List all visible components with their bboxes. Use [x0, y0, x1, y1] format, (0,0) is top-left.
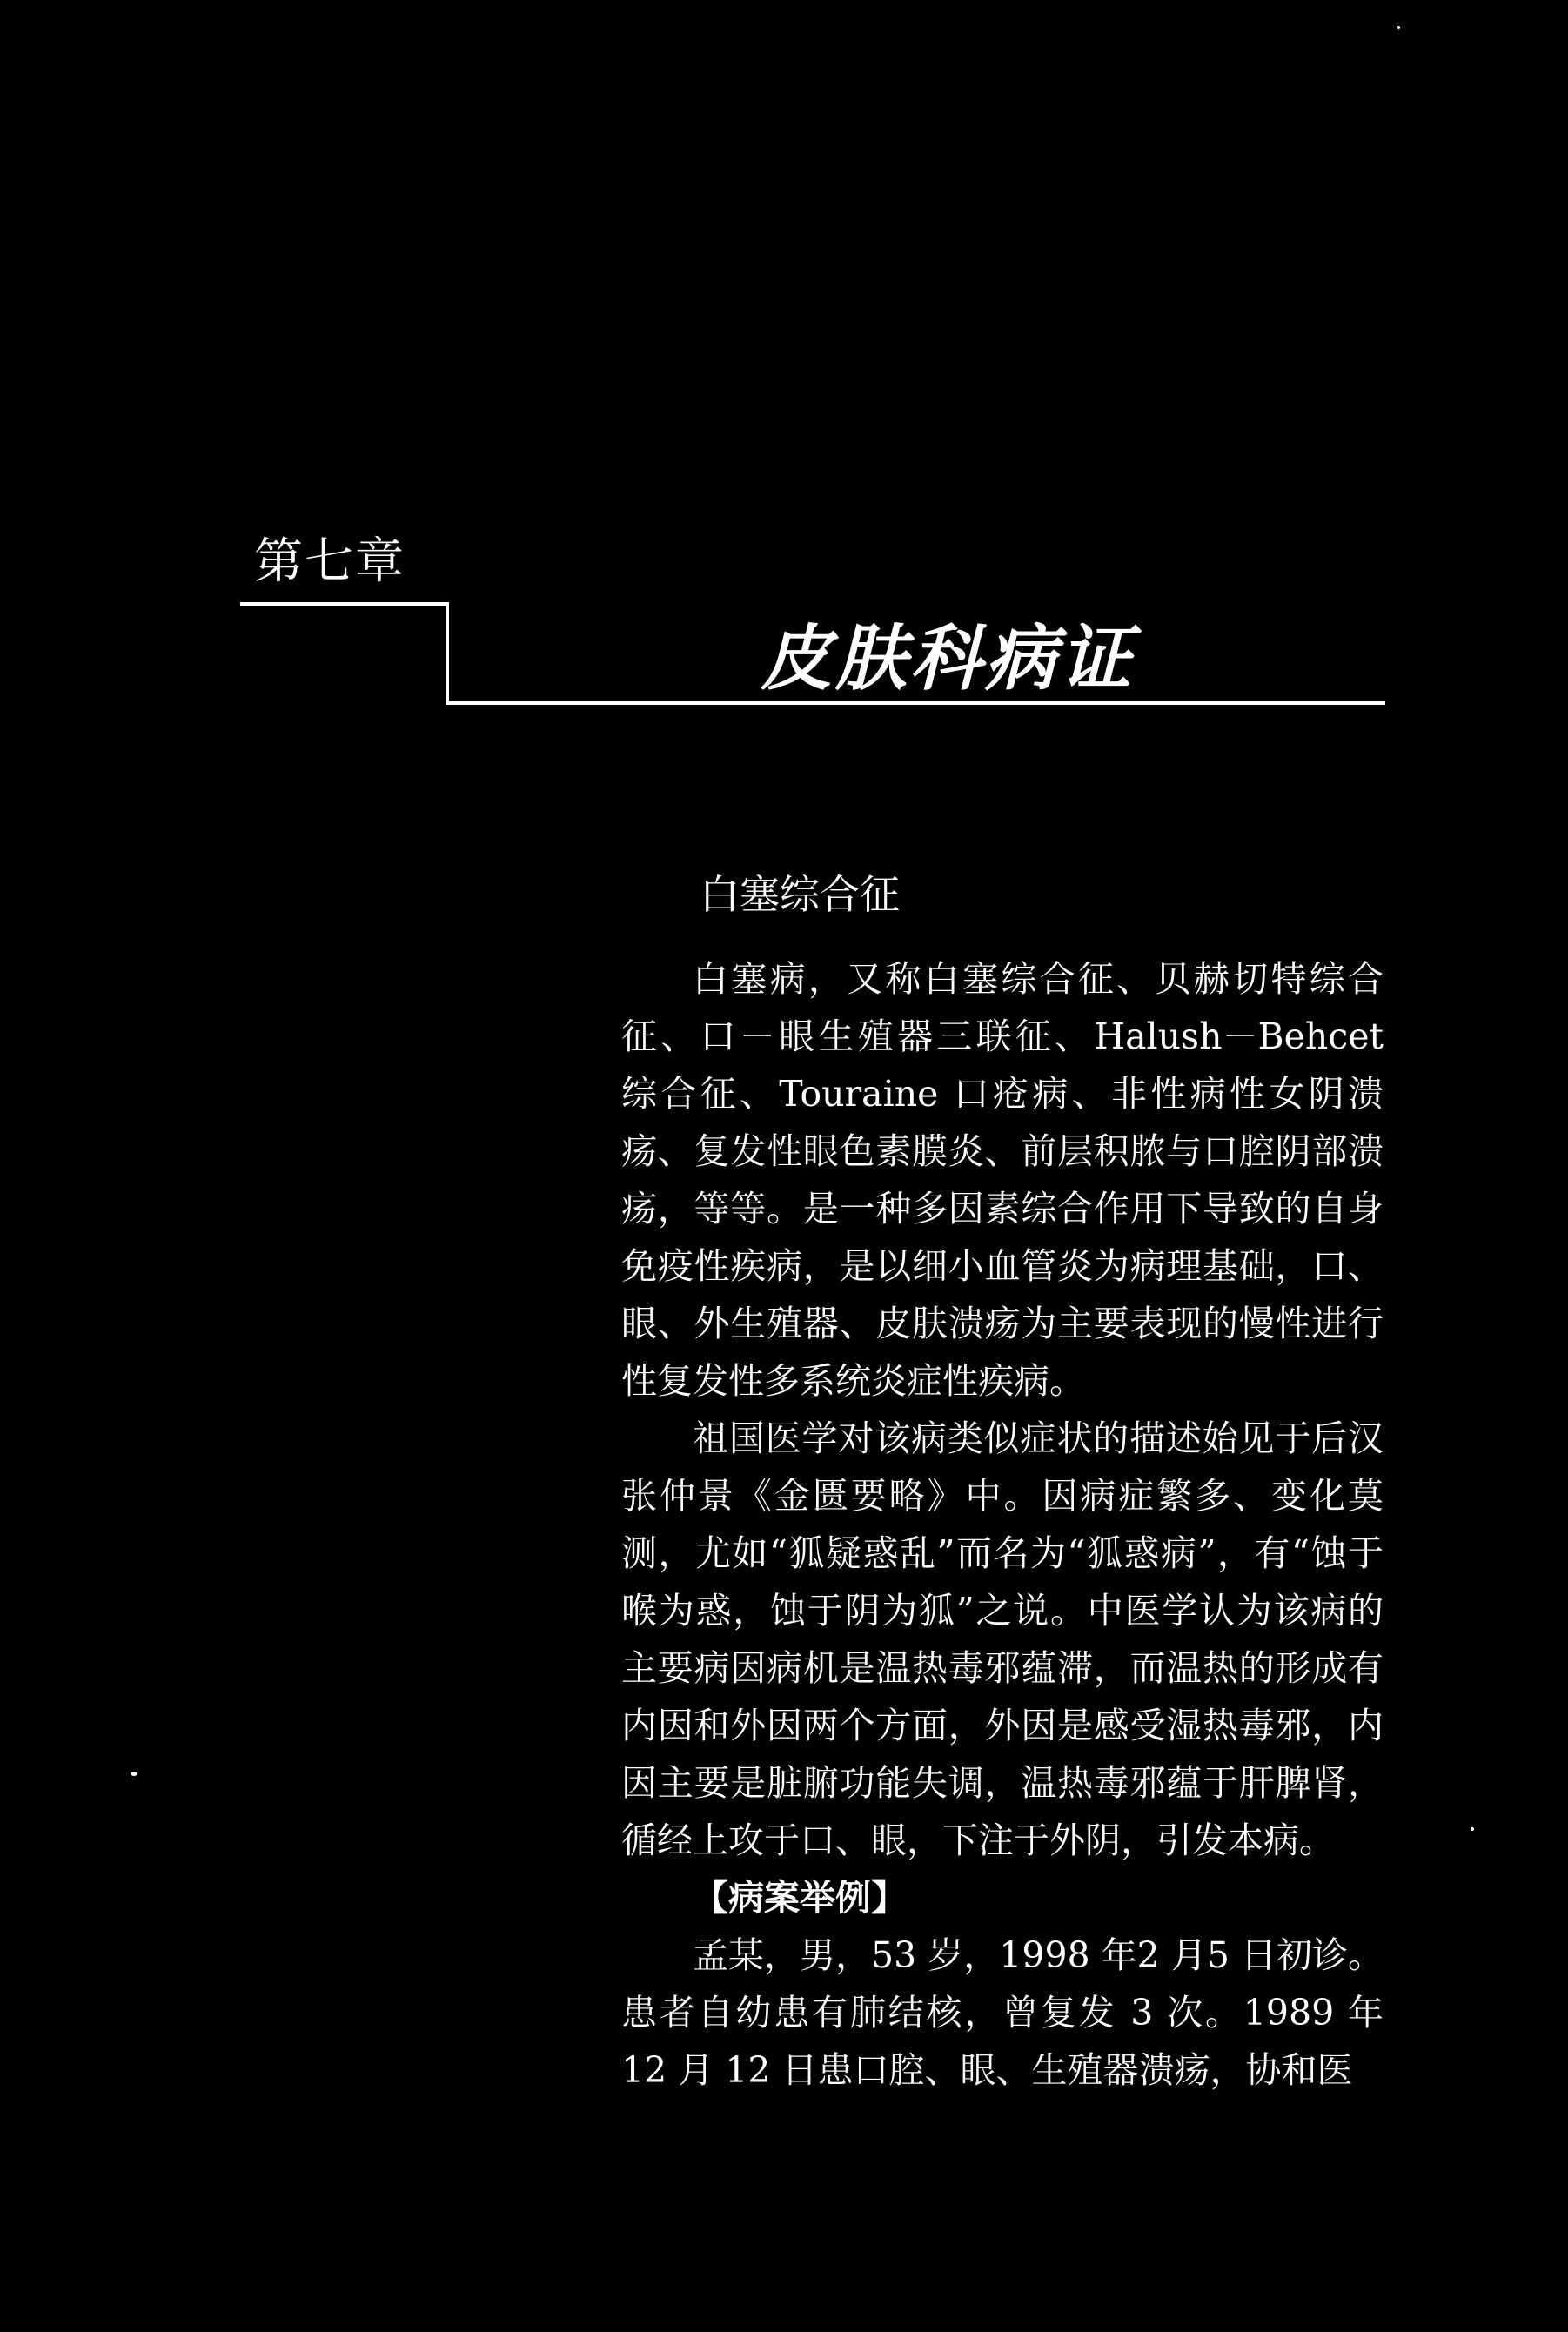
chapter-title: 皮肤科病证 — [761, 618, 1135, 700]
paragraph-intro: 白塞病，又称白塞综合征、贝赫切特综合征、口－眼生殖器三联征、Halush－Behcet 综合征、Touraine 口疮病、非性病性女阴溃疡、复发性眼色素膜炎、前层积脓与口腔阴部溃疡，等等。是一种多因素综合作用下导致的自身免疫性疾病，是以细小血管炎为病理基础，口、眼、外生殖器、皮肤溃疡为主要表现的慢性进行性复发性多系统炎症性疾病。 — [621, 958, 1384, 1402]
header-rule-top — [240, 602, 449, 606]
paragraph-tcm: 祖国医学对该病类似症状的描述始见于后汉张仲景《金匮要略》中。因病症繁多、变化莫测，尤如“狐疑惑乱”而名为“狐惑病”，有“蚀于喉为惑，蚀于阴为狐”之说。中医学认为该病的主要病因病机是温热毒邪蕴滞，而温热的形成有内因和外因两个方面，外因是感受湿热毒邪，内因主要是脏腑功能失调，温热毒邪蕴于肝脾肾，循经上攻于口、眼，下注于外阴，引发本病。 — [621, 1417, 1384, 1861]
body-text — [621, 950, 1384, 2099]
scan-speck — [1397, 26, 1400, 29]
header-rule-vertical — [446, 602, 449, 705]
section-title: 白塞综合征 — [700, 871, 900, 918]
case-heading: 【病案举例】 — [693, 1877, 907, 1919]
scan-speck — [131, 1772, 137, 1776]
chapter-label: 第七章 — [254, 533, 405, 590]
paragraph-case: 孟某，男，53 岁，1998 年2 月5 日初诊。患者自幼患有肺结核，曾复发 3 次。1989 年 12 月 12 日患口腔、眼、生殖器溃疡，协和医 — [621, 1934, 1384, 2091]
scan-speck — [1471, 1827, 1474, 1831]
